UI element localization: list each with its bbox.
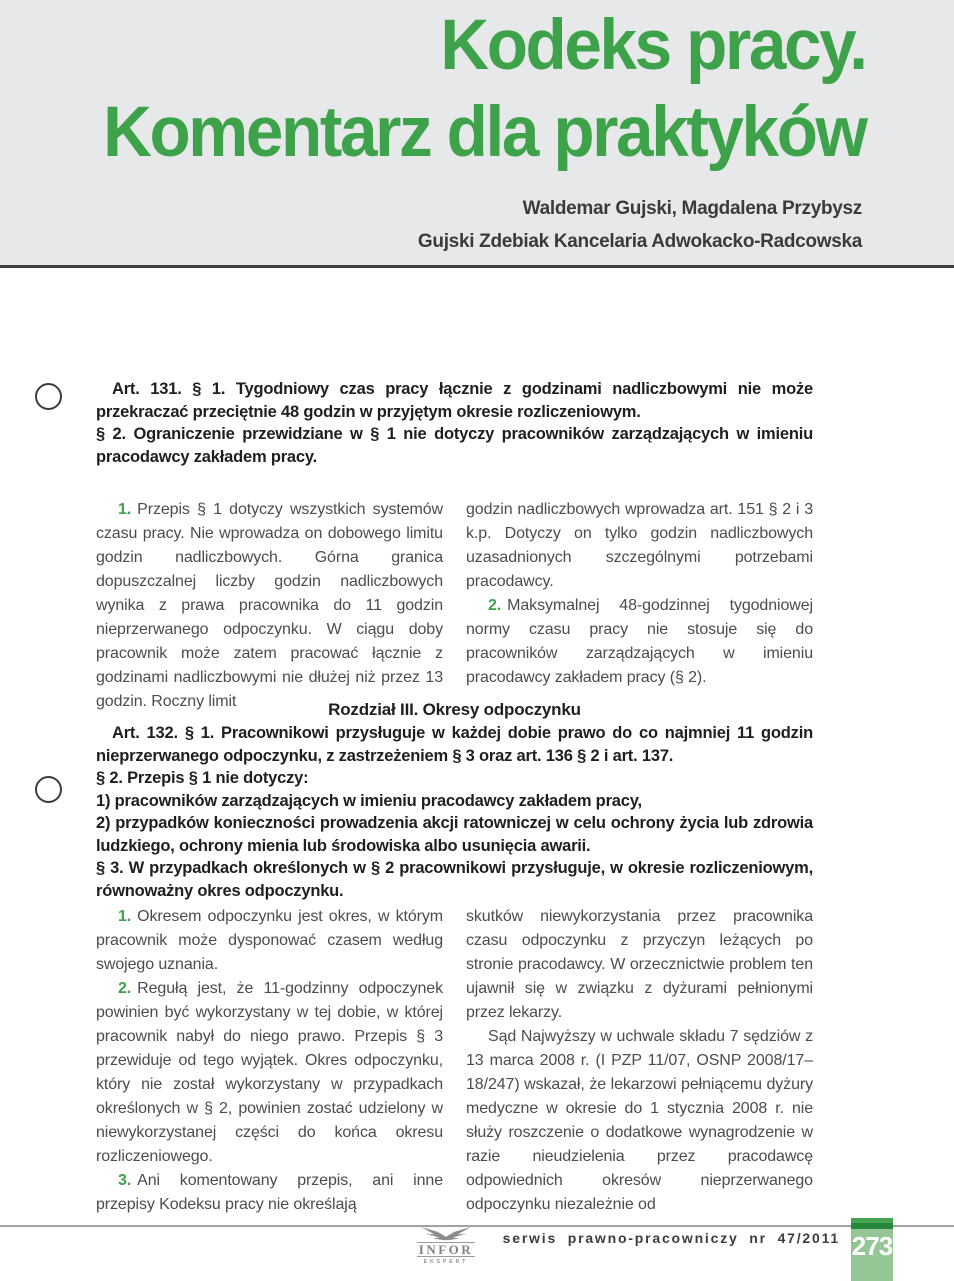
paragraph-text: Regułą jest, że 11-godzinny odpoczynek powinien być wykorzystany w tej dobie, w której pracownik nabył do niego prawo. Przepis § 3 przewiduje od tego wyjątek. Okres odpoczynku, który nie został wykorzystany w przypadkach określonych w § 2, powinien zostać udzielony w niewykorzystanej części do końca okresu rozliczeniowego.	[96, 980, 443, 1165]
paragraph-number: 1.	[118, 501, 132, 518]
article-131-statute	[96, 378, 813, 468]
article-131-paragraph-1: Art. 131. § 1. Tygodniowy czas pracy łącznie z godzinami nadliczbowymi nie może przekraczać przeciętnie 48 godzin w przyjętym okresie rozliczeniowym.	[96, 380, 813, 421]
commentary-paragraph	[96, 905, 443, 977]
commentary-paragraph	[466, 905, 813, 1025]
paragraph-text: Maksymalnej 48-godzinnej tygodniowej normy czasu pracy nie stosuje się do pracowników zarządzających w imieniu pracodawcy zakładem pracy (§ 2).	[466, 597, 813, 686]
law-firm-name: Gujski Zdebiak Kancelaria Adwokacko-Radcowska	[417, 231, 862, 252]
page-header	[0, 0, 954, 268]
page-number-box	[851, 1218, 893, 1281]
paragraph-number: 2.	[488, 597, 502, 614]
journal-title: serwis prawno-pracowniczy nr 47/2011	[502, 1230, 840, 1246]
commentary-132-left-column	[96, 905, 443, 1217]
commentary-paragraph	[466, 1025, 813, 1217]
commentary-paragraph	[96, 1169, 443, 1217]
article-132-item-1: 1) pracowników zarządzających w imieniu pracodawcy zakładem pracy,	[96, 791, 642, 810]
page-number-box-cap	[851, 1218, 893, 1229]
article-132-statute	[96, 722, 813, 902]
book-title	[63, 2, 866, 176]
article-132-paragraph-3: § 3. W przypadkach określonych w § 2 pracownikowi przysługuje, w okresie rozliczeniowym, równoważny okres odpoczynku.	[96, 859, 813, 900]
binder-hole-bottom	[35, 776, 62, 803]
paragraph-number: 2.	[118, 980, 132, 997]
paragraph-text: godzin nadliczbowych wprowadza art. 151 § 2 i 3 k.p. Dotyczy on tylko godzin nadliczbowych uzasadnionych szczególnymi potrzebami pracodawcy.	[466, 501, 813, 590]
paragraph-text: Okresem odpoczynku jest okres, w którym pracownik może dysponować czasem według swojego uznania.	[96, 908, 443, 973]
commentary-paragraph	[466, 498, 813, 594]
commentary-article-132	[96, 905, 813, 1217]
article-131-paragraph-2: § 2. Ograniczenie przewidziane w § 1 nie dotyczy pracowników zarządzających w imieniu pracodawcy zakładem pracy.	[96, 425, 813, 466]
page-number: 273	[851, 1231, 893, 1261]
chapter-heading: Rozdział III. Okresy odpoczynku	[328, 700, 581, 719]
commentary-paragraph	[466, 594, 813, 690]
commentary-132-right-column	[466, 905, 813, 1217]
paragraph-text: skutków niewykorzystania przez pracownika czasu odpoczynku z przyczyn leżących po stronie pracodawcy. W orzecznictwie problem ten ujawnił się w związku z dyżurami pełnionymi przez lekarzy.	[466, 908, 813, 1021]
infor-logo-wordmark: INFOR	[418, 1242, 474, 1257]
authors-block	[418, 192, 862, 258]
authors-names: Waldemar Gujski, Magdalena Przybysz	[522, 198, 862, 219]
binder-hole-top	[35, 383, 62, 410]
paragraph-text: Przepis § 1 dotyczy wszystkich systemów czasu pracy. Nie wprowadza on dobowego limitu godzin nadliczbowych. Górna granica dopuszczalnej liczby godzin nadliczbowych wynika z prawa pracownika do 11 godzin nieprzerwanego odpoczynku. W ciągu doby pracownik może zatem pracować łącznie z godzinami nadliczbowymi nie dłużej niż przez 13 godzin. Roczny limit	[96, 501, 443, 710]
article-132-item-2: 2) przypadków konieczności prowadzenia akcji ratowniczej w celu ochrony życia lub zdrowia ludzkiego, ochrony mienia lub środowiska albo usunięcia awarii.	[96, 814, 813, 855]
infor-logo	[410, 1226, 482, 1266]
paragraph-number: 3.	[118, 1172, 132, 1189]
commentary-paragraph	[96, 498, 443, 714]
infor-logo-subtitle: EKSPERT	[423, 1259, 469, 1265]
paragraph-text: Sąd Najwyższy w uchwale składu 7 sędziów z 13 marca 2008 r. (I PZP 11/07, OSNP 2008/17–18/247) wskazał, że lekarzowi pełniącemu dyżury medyczne w okresie do 1 stycznia 2008 r. nie służy roszczenie o dodatkowe wynagrodzenie w razie nieudzielenia przez pracodawcę odpowiednich okresów nieprzerwanego odpoczynku niezależnie od	[466, 1028, 813, 1213]
commentary-131-left-column	[96, 498, 443, 714]
book-title-line1: Kodeks pracy.	[440, 6, 866, 85]
commentary-paragraph	[96, 977, 443, 1169]
paragraph-text: Ani komentowany przepis, ani inne przepisy Kodeksu pracy nie określają	[96, 1172, 443, 1213]
commentary-131-right-column	[466, 498, 813, 714]
article-132-paragraph-1: Art. 132. § 1. Pracownikowi przysługuje w każdej dobie prawo do co najmniej 11 godzin nieprzerwanego odpoczynku, z zastrzeżeniem § 3 oraz art. 136 § 2 i art. 137.	[96, 724, 813, 765]
eagle-icon	[418, 1226, 474, 1241]
paragraph-number: 1.	[118, 908, 132, 925]
article-132-paragraph-2: § 2. Przepis § 1 nie dotyczy:	[96, 769, 309, 787]
commentary-article-131	[96, 498, 813, 714]
book-title-line2: Komentarz dla praktyków	[103, 93, 866, 172]
